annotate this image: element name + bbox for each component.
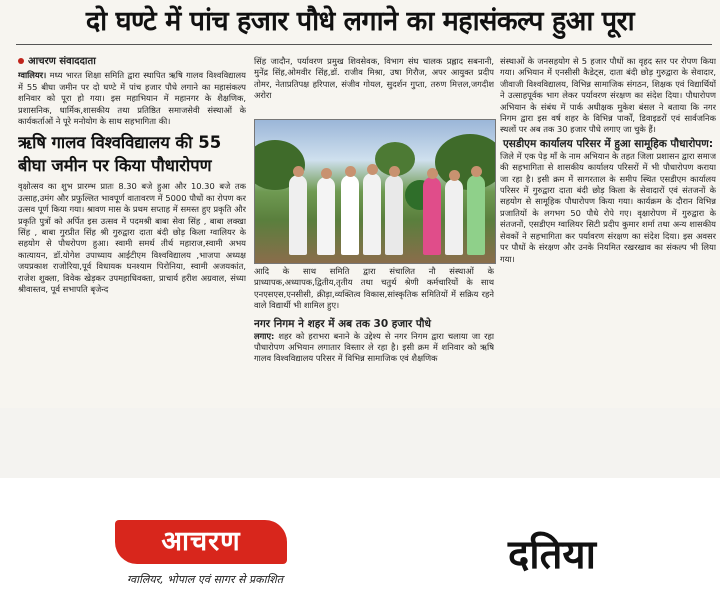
inline-heading: लगाए: — [254, 330, 275, 341]
newspaper-logo: आचरण — [115, 520, 287, 564]
red-dot-icon — [18, 58, 24, 64]
subheadline: नगर निगम ने शहर में अब तक 30 हजार पौधे — [254, 317, 431, 330]
dateline: ग्वालियर। — [18, 70, 47, 81]
column-2-top — [254, 56, 494, 114]
publication-tagline: ग्वालियर, भोपाल एवं सागर से प्रकाशित — [126, 573, 284, 586]
paragraph-text: शहर को हराभरा बनाने के उद्देश्य से नगर निगम द्वारा चलाया जा रहा पौधारोपण अभियान लगातार विस्तार ले रहा है। इसी क्रम में शनिवार को ऋषि गालव विश्वविद्यालय परिसर में विभिन्न सामाजिक एवं शैक्षणिक — [254, 330, 494, 364]
paragraph-text: मध्य भारत शिक्षा समिति द्वारा स्थापित ऋषि गालव विश्वविद्यालय में 55 बीघा जमीन पर दो घण्टे में पांच हजार पौधे लगाने का महासंकल्प शनिवार को पूरा हो गया। इस महाभियान में महानगर के शैक्षणिक, प्रशासनिक, धार्मिक,शासकीय तथा प्रतिष्ठित समाजसेवी संस्थाओं के कार्यकर्ताओं ने पूरे मनोयोग के साथ सहभागिता की। — [18, 70, 246, 127]
article-paragraph: आदि के साथ समिति द्वारा संचालित नौ संस्थाओं के प्राध्यापक,अध्यापक,द्वितीय,तृतीय तथा चतुर्थ श्रेणी कर्मचारियों के साथ एनएसएस,एनसीसी, क्रीड़ा,व्यक्तित्व विकास,सांस्कृतिक समितियों में सक्रिय रहने वाले विद्यार्थी भी शामिल हुए। — [254, 266, 494, 311]
article-paragraph: संस्थाओं के जनसहयोग से 5 हजार पौधों का वृहद स्तर पर रोपण किया गया। अभियान में एनसीसी कैडेट्स, दाता बंदी छोड़ गुरुद्वारा के सेवादार, जीवाजी विश्वविद्यालय, विभिन्न सामाजिक संगठन, शिक्षक एवं विद्यार्थियों ने उत्साहपूर्वक भाग लेकर पर्यावरण संरक्षण का संदेश दिया। पौधारोपण अभियान के संबंध में पार्क अधीक्षक मुकेश बंसल ने बताया कि नगर निगम द्वारा इस वर्ष शहर के विभिन्न पार्कों, डिवाइडरों एवं सार्वजनिक स्थलों पर अब तक 30 हजार पौधे लगाए जा चुके हैं। — [500, 56, 716, 135]
plantation-photo — [254, 119, 496, 264]
column-3 — [482, 56, 716, 404]
article-paragraph: वृक्षोत्सव का शुभ प्रारम्भ प्रातः 8.30 बजे हुआ और 10.30 बजे तक उत्साह,उमंग और प्रफुल्लित भावपूर्ण वातावरण में 5000 पौधों का रोपण कर उत्सव पूर्ण किया गया। श्रावण मास के प्रथम सप्ताह में समस्त हुए प्रकृति और प्रकृति पुत्रों को अर्पित इस उत्सव में पदमश्री बाबा सेवा सिंह , बाबा लक्खा सिंह , बाबा गुरप्रीत सिंह श्री गुरुद्वारा दाता बंदी छोड़ किला ग्वालियर के सहयोग से पौधरोपण हुआ। स्वामी समर्थ तीर्थ महाराज,स्वामी अभय कात्यायन, डॉ.योगेश उपाध्याय आईटीएम विश्वविद्यालय ,भाजपा अध्यक्ष जयप्रकाश राजोरिया,पूर्व विधायक घनश्याम पिरोनिया, स्वामी अजयकांत, राजेश शुक्ला, विवेक खेड़कर उपमहाधिवक्ता, प्राचार्य हरीश अग्रवाल, संध्या श्रीवास्तव, पूर्व सभापति बृजेन्द — [18, 181, 246, 295]
byline — [18, 56, 246, 67]
article-paragraph: जिले में एक पेड़ माँ के नाम अभियान के तहत जिला प्रशासन द्वारा समाज की सहभागिता से शासकीय कार्यालय परिसरों में भी पौधारोपण कराया जा रहा है। इसी क्रम में सागरताल के समीप स्थित एसडीएम कार्यालय परिसर में गुरुद्वारा दाता बंदी छोड़ किला के सेवादारों एवं संतजनों के सहयोग से सामूहिक पौधारोपण किया गया। कार्यक्रम के दौरान विभिन्न प्रजातियों के लगभग 50 पौधे रोपे गए। वृक्षारोपण में गुरुद्वारा के संतजनों, एसडीएम ग्वालियर सिटी प्रदीप कुमार शर्मा तथा अन्य शासकीय सेवकों ने सहभागिता कर पर्यावरण संरक्षण का संदेश दिया। इस अवसर पर पौधों के संरक्षण और उनके नियमित रखरखाव का संकल्प भी लिया गया। — [500, 150, 716, 264]
column-1 — [18, 56, 246, 404]
subheadline: ऋषि गालव विश्वविद्यालय की 55 बीघा जमीन पर किया पौधारोपण — [18, 133, 222, 176]
article-paragraph — [254, 331, 494, 365]
article-paragraph — [18, 70, 246, 127]
subheadline: एसडीएम कार्यालय परिसर में हुआ सामूहिक पौधारोपण: — [502, 137, 714, 150]
headline: दो घण्टे में पांच हजार पौधे लगाने का महासंकल्प हुआ पूरा — [85, 6, 635, 37]
column-2-bottom — [254, 266, 494, 404]
edition-city: दतिया — [508, 532, 596, 578]
article-paragraph: सिंह जादौन, पर्यावरण प्रमुख शिवसेवक, विभाग संघ चालक प्रह्लाद सबनानी, मुनेंद्र सिंह,ओमवीर सिंह,डॉ. राजीव मिश्रा, उषा गिरौज, अपर आयुक्त प्रदीप तोमर, नेताप्रतिपक्ष हरिपाल, संजीव गोयल, सुदर्शन गुप्ता, तरुण मित्तल,जगदीश अरोरा — [254, 56, 494, 101]
page-gap — [0, 408, 720, 478]
headline-rule — [16, 44, 712, 45]
byline-text: आचरण संवाददाता — [28, 56, 96, 67]
